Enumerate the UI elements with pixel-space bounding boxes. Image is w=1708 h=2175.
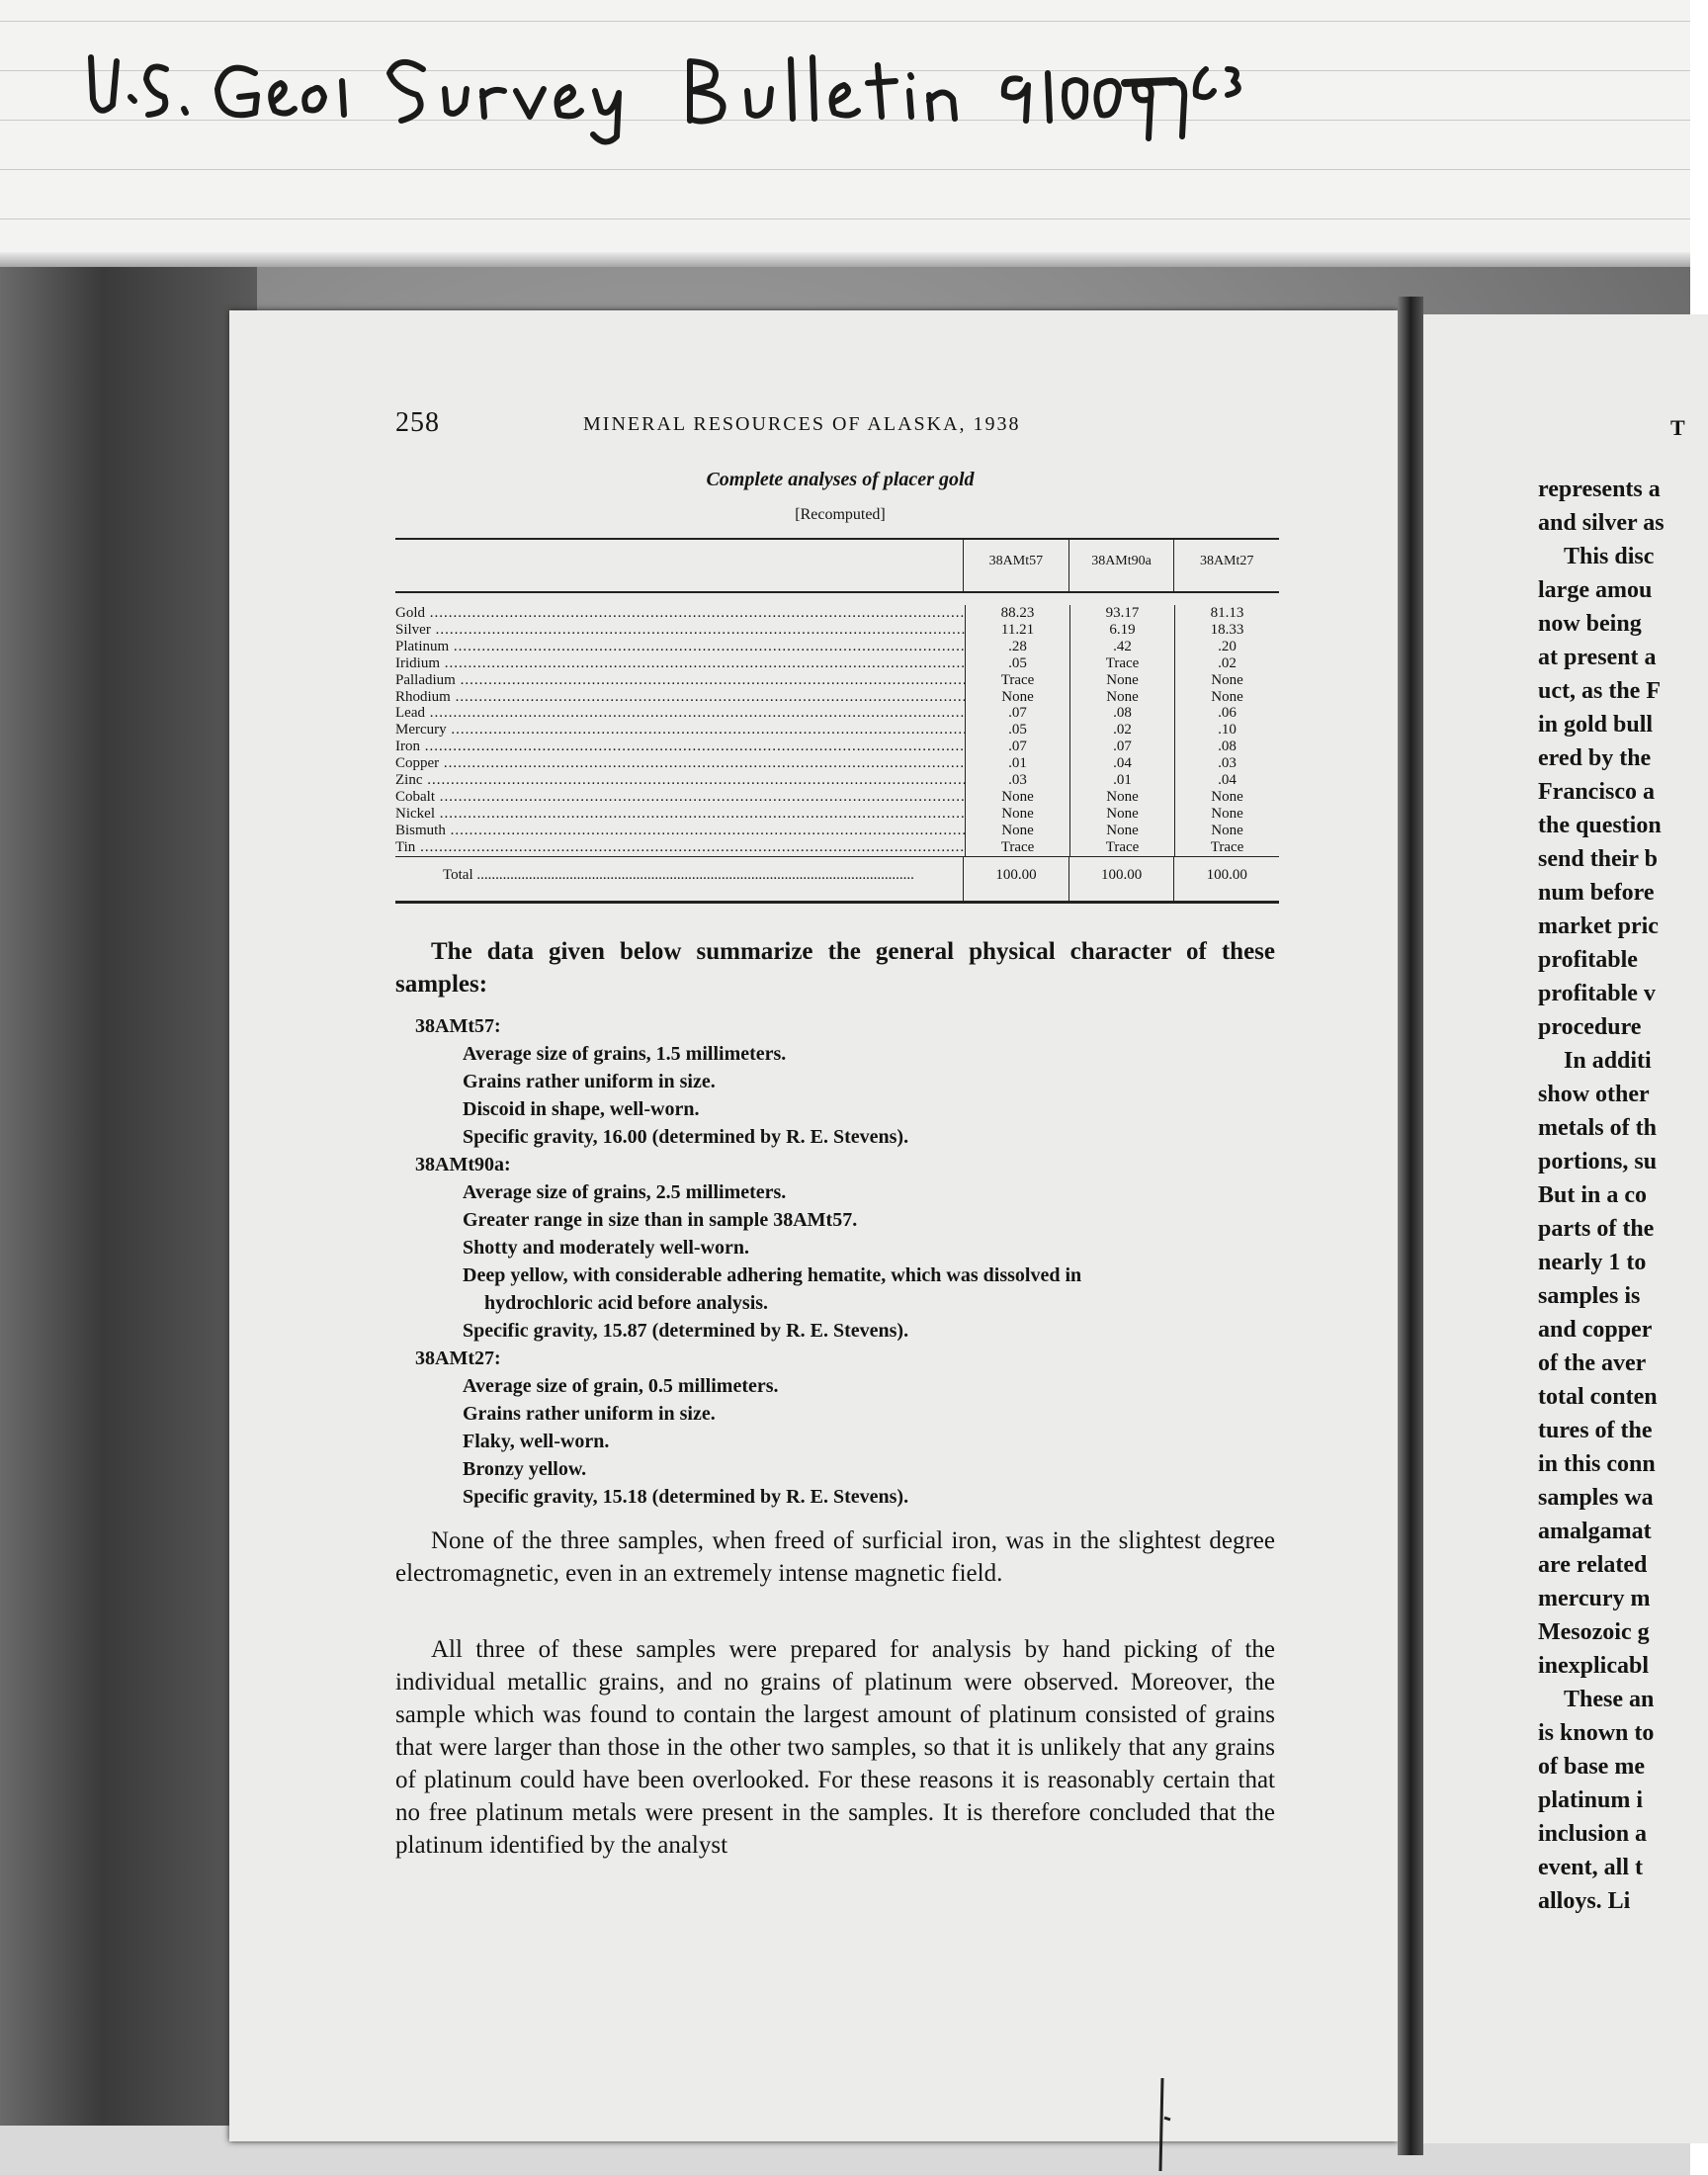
table-cell: None [1211,688,1243,705]
table-cell: .01 [1113,772,1132,789]
facing-page-line: ered by the [1538,745,1652,771]
facing-page-line: num before [1538,880,1655,906]
facing-page-line: and silver as [1538,510,1665,536]
table-cell: None [1001,822,1034,838]
sample-property: Bronzy yellow. [463,1458,587,1480]
facing-page-line: profitable [1538,947,1638,973]
table-body [395,593,1279,856]
handwritten-note [87,40,1372,158]
table-cell: .03 [1218,755,1237,772]
facing-page-line: In additi [1564,1048,1652,1074]
total-value: 100.00 [963,857,1068,901]
table-row-label: Gold ..... [395,605,965,622]
sample-name: 38AMt57: [415,1015,501,1037]
table-header [395,540,1279,593]
sample-property: Average size of grain, 0.5 millimeters. [463,1375,779,1397]
table-subcaption: [Recomputed] [795,506,886,523]
table-row-label: Lead ..... [395,705,965,722]
sample-property: Deep yellow, with considerable adhering hematite, which was dissolved in [463,1264,1082,1286]
table-row-label: Bismuth ..... [395,823,965,839]
facing-page-line: market pric [1538,914,1659,939]
table-cell: .06 [1218,705,1237,722]
facing-page-line: is known to [1538,1720,1655,1746]
table-cell: 88.23 [1000,605,1035,621]
table-row-label: Mercury ..... [395,722,965,739]
table-cell: 6.19 [1109,621,1136,638]
table-caption: Complete analyses of placer gold [706,469,975,490]
table-cell: .20 [1218,638,1237,654]
sample-property: Grains rather uniform in size. [463,1071,716,1092]
facing-page-line: alloys. Li [1538,1888,1631,1914]
table-cell: Trace [1105,654,1140,671]
table-cell: .04 [1218,772,1237,789]
sample-property: Grains rather uniform in size. [463,1403,716,1425]
table-cell: None [1211,671,1243,688]
facing-page-line: event, all t [1538,1855,1643,1880]
total-label: Total ..... [395,857,963,901]
table-cell: None [1106,822,1139,838]
facing-page-line: Mesozoic g [1538,1619,1650,1645]
table-cell: .08 [1218,739,1237,755]
table-row-label: Iron ..... [395,739,965,755]
facing-page-line: are related [1538,1552,1648,1578]
sample-descriptions [415,1012,1285,1511]
facing-page-text [1538,473,1708,1918]
sample-property: Specific gravity, 16.00 (determined by R. E. Stevens). [463,1126,909,1148]
table-row-label: Rhodium ..... [395,689,965,706]
table-cell: .05 [1008,722,1027,739]
table-row-label: Cobalt ..... [395,789,965,806]
table-cell: .10 [1218,722,1237,739]
facing-page-line: metals of th [1538,1115,1657,1141]
total-value: 100.00 [1068,857,1174,901]
analysis-table [395,538,1279,904]
facing-page-line: at present a [1538,645,1657,670]
table-row-label: Tin ..... [395,839,965,856]
facing-page-line: uct, as the F [1538,678,1661,704]
facing-page-line: parts of the [1538,1216,1655,1242]
intro-paragraph: The data given below summarize the general physical character of these samples: [395,938,1275,998]
table-row-label: Iridium ..... [395,655,965,672]
sample-property: Specific gravity, 15.87 (determined by R. E. Stevens). [463,1320,909,1342]
table-cell: Trace [1105,838,1140,855]
column-values [1069,605,1174,856]
facing-page-line: This disc [1564,544,1655,569]
facing-page-line: large amou [1538,577,1653,603]
table-cell: 81.13 [1210,605,1244,621]
sample-property: Discoid in shape, well-worn. [463,1098,700,1120]
facing-page-line: inexplicabl [1538,1653,1650,1679]
table-cell: Trace [1000,671,1035,688]
sample-property: Average size of grains, 2.5 millimeters. [463,1181,787,1203]
table-cell: None [1106,788,1139,805]
table-cell: .28 [1008,638,1027,654]
row-labels [395,605,965,856]
facing-page-line: Francisco a [1538,779,1655,805]
facing-page-line: of the aver [1538,1350,1647,1376]
pencil-mark [1153,2076,1172,2175]
facing-page-line: amalgamat [1538,1519,1652,1544]
table-cell: 93.17 [1105,605,1140,621]
table-cell: None [1106,805,1139,822]
facing-page-line: nearly 1 to [1538,1250,1647,1275]
table-row-label: Copper ..... [395,755,965,772]
table-row-label: Zinc ..... [395,772,965,789]
facing-page-line: procedure [1538,1014,1642,1040]
facing-page-line: now being [1538,611,1642,637]
table-cell: .07 [1008,705,1027,722]
facing-page-line: These an [1564,1687,1655,1712]
facing-page-line: in this conn [1538,1451,1656,1477]
sample-name: 38AMt27: [415,1348,501,1369]
page-number: 258 [395,407,440,438]
paragraph-electromagnetic: None of the three samples, when freed of surficial iron, was in the slightest degree electromagnetic, even in an extremely intense magnetic field. [395,1527,1275,1587]
table-cell: None [1211,788,1243,805]
facing-page-line: show other [1538,1082,1650,1107]
column-header: 38AMt90a [1068,540,1174,591]
table-cell: None [1001,805,1034,822]
table-cell: 11.21 [1000,621,1035,638]
facing-page-line: But in a co [1538,1182,1648,1208]
sample-name: 38AMt90a: [415,1154,511,1175]
table-cell: None [1211,822,1243,838]
table-cell: None [1001,688,1034,705]
table-total-row [395,856,1279,901]
facing-page-line: in gold bull [1538,712,1654,738]
table-cell: .05 [1008,654,1027,671]
table-cell: .07 [1113,739,1132,755]
column-values [1174,605,1279,856]
table-cell: 18.33 [1210,621,1244,638]
paragraph-platinum: All three of these samples were prepared for analysis by hand picking of the individual metallic grains, and no grains of platinum were observed. Moreover, the sample which was found to contain the largest amount of platinum consisted of grains that were larger than those in the other two samples, so that it is unlikely that any grains of platinum could have been overlooked. For these reasons it is reasonably certain that no free platinum metals were present in the samples. It is therefore concluded that the platinum identified by the analyst [395,1636,1275,1859]
table-cell: .02 [1218,654,1237,671]
column-header: 38AMt27 [1173,540,1279,591]
table-row-label: Platinum ..... [395,639,965,655]
sample-property: Flaky, well-worn. [463,1431,610,1452]
table-cell: None [1106,688,1139,705]
running-head: MINERAL RESOURCES OF ALASKA, 1938 [583,413,1021,435]
table-cell: .08 [1113,705,1132,722]
facing-page-line: represents a [1538,477,1661,502]
column-header: 38AMt57 [963,540,1068,591]
sample-property: Specific gravity, 15.18 (determined by R. E. Stevens). [463,1486,909,1508]
facing-page-line: inclusion a [1538,1821,1648,1847]
facing-page-line: platinum i [1538,1787,1644,1813]
sample-property: hydrochloric acid before analysis. [484,1292,769,1314]
facing-page-line: samples is [1538,1283,1641,1309]
sample-property: Average size of grains, 1.5 millimeters. [463,1043,787,1065]
table-cell: None [1106,671,1139,688]
table-row-label: Nickel ..... [395,806,965,823]
total-value: 100.00 [1173,857,1279,901]
table-row-label: Palladium ..... [395,672,965,689]
facing-page-line: tures of the [1538,1418,1653,1443]
table-cell: .42 [1113,638,1132,654]
scan-left-shadow [0,267,257,2175]
facing-page-line: portions, su [1538,1149,1658,1174]
table-cell: Trace [1210,838,1244,855]
table-cell: .02 [1113,722,1132,739]
facing-page-line: of base me [1538,1754,1645,1780]
facing-page-head: T [1670,415,1685,440]
table-cell: .07 [1008,739,1027,755]
facing-page-line: samples wa [1538,1485,1654,1511]
table-cell: .01 [1008,755,1027,772]
table-cell: None [1211,805,1243,822]
book-spine [1398,297,1423,2155]
table-cell: Trace [1000,838,1035,855]
facing-page-line: and copper [1538,1317,1653,1343]
facing-page-line: the question [1538,813,1662,838]
facing-page-line: profitable v [1538,981,1656,1006]
sample-property: Shotty and moderately well-worn. [463,1237,749,1259]
facing-page-line: total conten [1538,1384,1658,1410]
table-cell: .04 [1113,755,1132,772]
column-values [965,605,1069,856]
table-cell: None [1001,788,1034,805]
facing-page-line: mercury m [1538,1586,1651,1611]
table-row-label: Silver ..... [395,622,965,639]
sample-property: Greater range in size than in sample 38AMt57. [463,1209,858,1231]
table-cell: .03 [1008,772,1027,789]
facing-page-line: send their b [1538,846,1658,872]
